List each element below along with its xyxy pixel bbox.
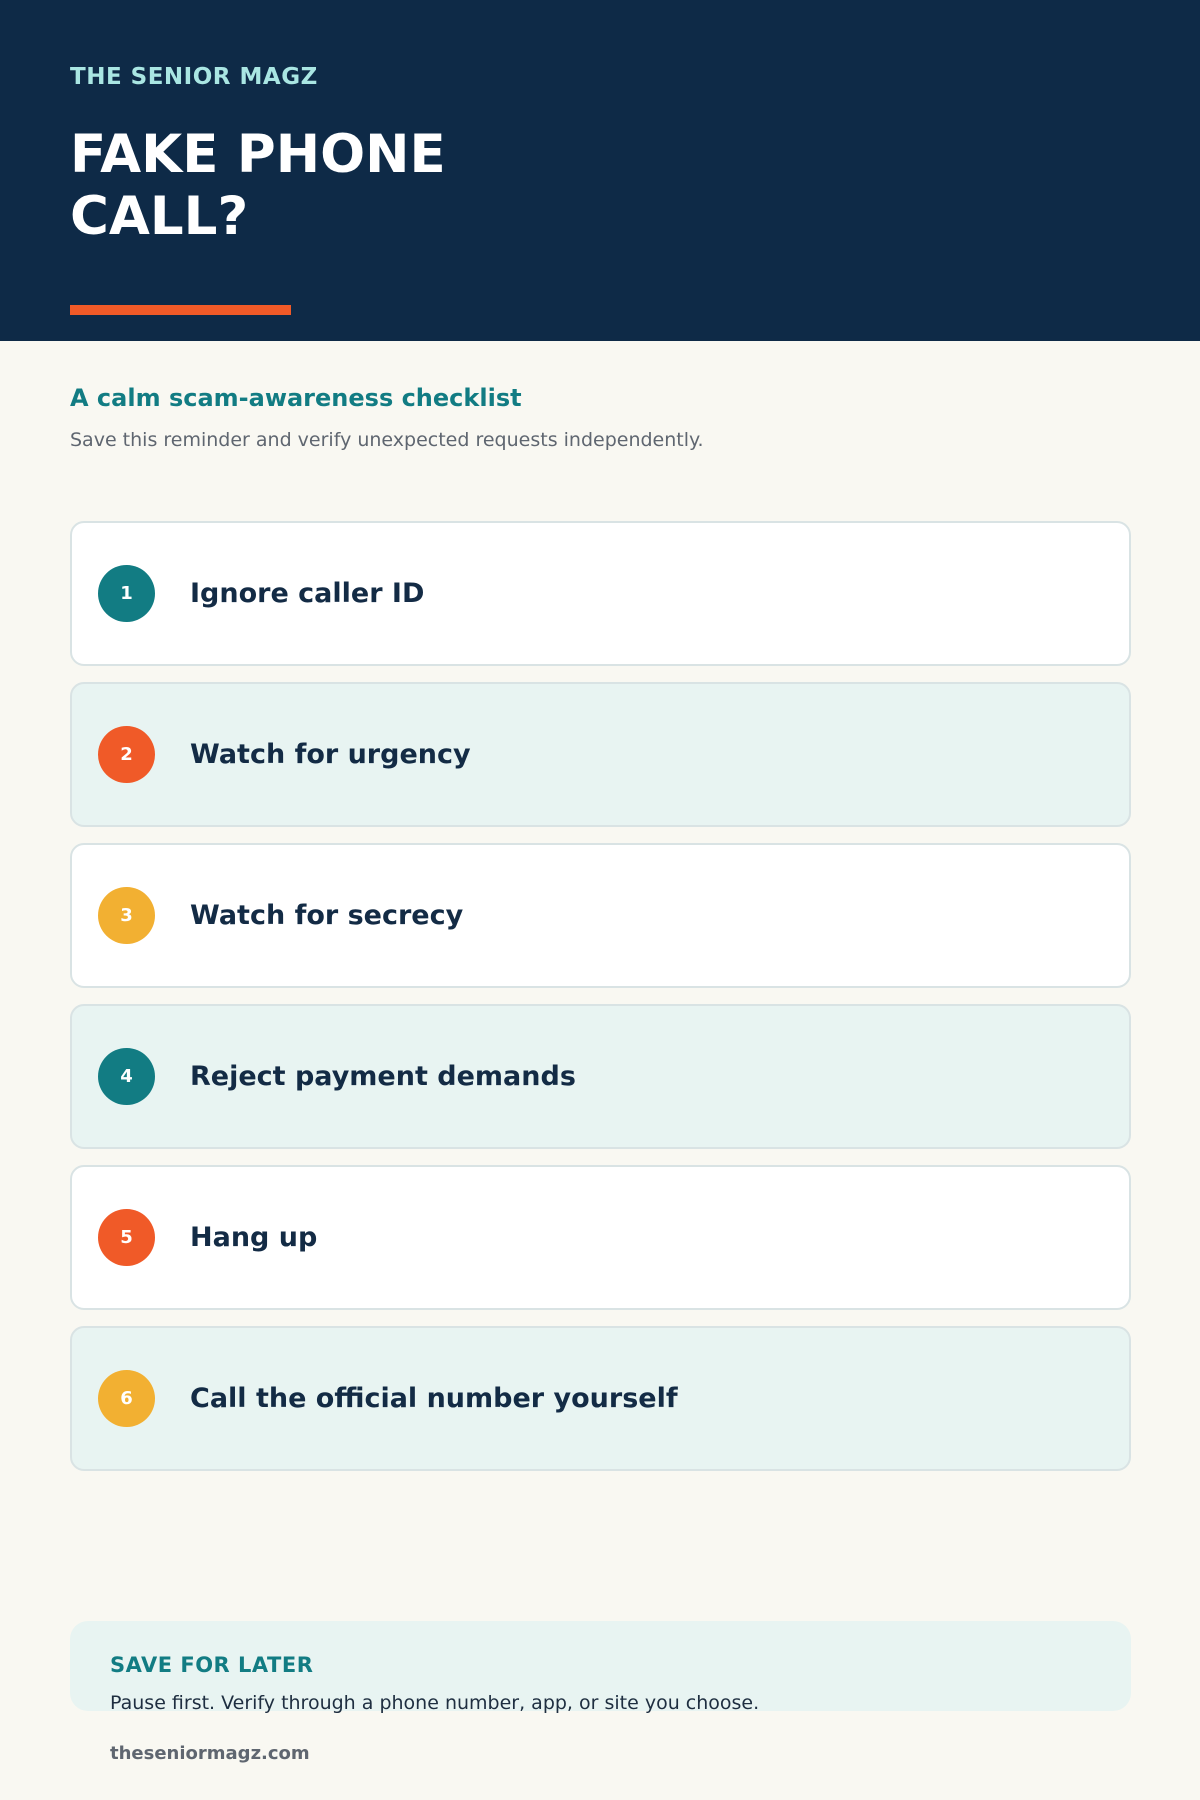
step-number-badge: 3: [98, 887, 155, 944]
step-number-badge: 6: [98, 1370, 155, 1427]
checklist-item: [70, 682, 1131, 827]
checklist-item: [70, 1326, 1131, 1471]
checklist-item-label: Watch for urgency: [190, 739, 471, 770]
checklist-item-label: Reject payment demands: [190, 1061, 576, 1092]
checklist-item-label: Ignore caller ID: [190, 578, 425, 609]
checklist-item: [70, 521, 1131, 666]
step-number-badge: 4: [98, 1048, 155, 1105]
checklist-item-label: Call the official number yourself: [190, 1383, 678, 1414]
checklist-subtitle: A calm scam-awareness checklist: [70, 384, 522, 412]
accent-bar: [70, 305, 291, 315]
save-for-later-heading: SAVE FOR LATER: [110, 1653, 314, 1677]
page-title: FAKE PHONE CALL?: [70, 124, 446, 247]
site-url: theseniormagz.com: [110, 1743, 310, 1764]
intro-text: Save this reminder and verify unexpected requests independently.: [70, 429, 704, 451]
save-for-later-text: Pause first. Verify through a phone number, app, or site you choose.: [110, 1692, 760, 1714]
step-number-badge: 2: [98, 726, 155, 783]
brand-name: THE SENIOR MAGZ: [70, 64, 318, 90]
step-number-badge: 1: [98, 565, 155, 622]
checklist-item-label: Hang up: [190, 1222, 318, 1253]
checklist-item: [70, 1004, 1131, 1149]
checklist-item: [70, 843, 1131, 988]
checklist-item: [70, 1165, 1131, 1310]
checklist-item-label: Watch for secrecy: [190, 900, 464, 931]
step-number-badge: 5: [98, 1209, 155, 1266]
